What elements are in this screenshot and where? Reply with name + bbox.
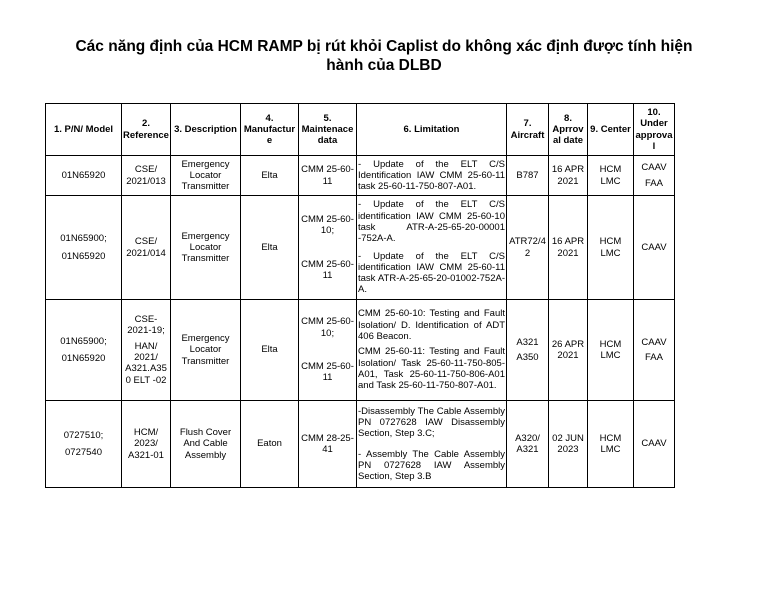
cell-aircraft bbox=[507, 156, 549, 196]
cell-reference bbox=[122, 156, 171, 196]
cell-aircraft bbox=[507, 196, 549, 300]
cell-reference bbox=[122, 300, 171, 401]
title-line-2: hành của DLBD bbox=[326, 57, 442, 74]
cell-center: HCM LMC bbox=[588, 401, 634, 488]
table-row bbox=[46, 156, 675, 196]
cell-reference bbox=[122, 401, 171, 488]
cell-maintenance bbox=[299, 401, 357, 488]
limitation-text: CMM 25-60-11: Testing and Fault Isolation/ Task 25-60-11-750-805-A01, Task 25-60-11-750-806-A01 and Task 25-60-11-750-807-A01. bbox=[358, 346, 505, 392]
pn-value: 01N65900; bbox=[60, 233, 107, 245]
cell-manufacture: Eaton bbox=[241, 401, 299, 488]
reference-value: CSE-2021-19; bbox=[127, 314, 165, 337]
limitation-text: - Update of the ELT C/S identification IAW CMM 25-60-11 task ATR-A-25-65-20-01002-752A-A. bbox=[358, 250, 505, 296]
cell-under-approval bbox=[634, 156, 675, 196]
cell-approval-date: 02 JUN 2023 bbox=[549, 401, 588, 488]
table-row bbox=[46, 196, 675, 300]
reference-value: CSE/ 2021/013 bbox=[126, 164, 166, 187]
header-limitation: 6. Limitation bbox=[357, 104, 507, 156]
approval-authority: CAAV bbox=[641, 241, 667, 253]
aircraft-value: A321 bbox=[516, 336, 539, 348]
table-row bbox=[46, 300, 675, 401]
header-row bbox=[46, 104, 675, 156]
cell-center: HCM LMC bbox=[588, 300, 634, 401]
maintenance-value: CMM 25-60-10; bbox=[301, 213, 354, 237]
header-approval-date: 8. Aprroval date bbox=[549, 104, 588, 156]
header-under-approval: 10. Under approval bbox=[634, 104, 675, 156]
cell-limitation bbox=[357, 300, 507, 401]
approval-authority: FAA bbox=[645, 177, 663, 189]
pn-value: 01N65900; bbox=[60, 335, 107, 347]
header-maintenance-data: 5. Maintenace data bbox=[299, 104, 357, 156]
cell-description: Flush Cover And Cable Assembly bbox=[171, 401, 241, 488]
cell-pn bbox=[46, 401, 122, 488]
cell-limitation bbox=[357, 156, 507, 196]
limitation-text: -Disassembly The Cable Assembly PN 0727628 IAW Disassembly Section, Step 3.C; bbox=[358, 405, 505, 440]
cell-under-approval bbox=[634, 300, 675, 401]
cell-center: HCM LMC bbox=[588, 196, 634, 300]
pn-value: 01N65920 bbox=[61, 353, 106, 364]
header-reference: 2. Reference bbox=[122, 104, 171, 156]
maintenance-value: CMM 25-60-11 bbox=[301, 258, 354, 281]
cell-limitation bbox=[357, 401, 507, 488]
header-description: 3. Description bbox=[171, 104, 241, 156]
cell-manufacture: Elta bbox=[241, 300, 299, 401]
maintenance-value: CMM 25-60-10; bbox=[301, 316, 354, 339]
maintenance-value: CMM 25-60-11 bbox=[301, 361, 354, 384]
limitation-text: - Update of the ELT C/S Identification IAW CMM 25-60-11 task 25-60-11-750-807-A01. bbox=[358, 158, 505, 193]
pn-value: 0727540 bbox=[65, 447, 102, 458]
aircraft-value: ATR72/42 bbox=[509, 236, 546, 259]
cell-aircraft bbox=[507, 300, 549, 401]
cell-maintenance bbox=[299, 300, 357, 401]
cell-pn bbox=[46, 300, 122, 401]
cell-maintenance bbox=[299, 196, 357, 300]
caplist-table bbox=[45, 103, 675, 488]
reference-value: HCM/ 2023/ A321-01 bbox=[128, 427, 164, 461]
cell-manufacture: Elta bbox=[241, 156, 299, 196]
aircraft-value: A320/ A321 bbox=[515, 432, 540, 455]
title-line-1: Các năng định của HCM RAMP bị rút khỏi Caplist do không xác định được tính hiện bbox=[75, 38, 693, 55]
approval-authority: CAAV bbox=[641, 336, 667, 348]
cell-approval-date: 26 APR 2021 bbox=[549, 300, 588, 401]
limitation-text: - Assembly The Cable Assembly PN 0727628 IAW Assembly Section, Step 3.B bbox=[358, 448, 505, 483]
cell-center: HCM LMC bbox=[588, 156, 634, 196]
aircraft-value: B787 bbox=[516, 169, 539, 181]
limitation-text: CMM 25-60-10: Testing and Fault Isolation/ D. Identification of ADT 406 Beacon. bbox=[358, 308, 505, 343]
cell-under-approval bbox=[634, 196, 675, 300]
cell-under-approval bbox=[634, 401, 675, 488]
cell-aircraft bbox=[507, 401, 549, 488]
cell-limitation bbox=[357, 196, 507, 300]
cell-approval-date: 16 APR 2021 bbox=[549, 156, 588, 196]
reference-value: CSE/ 2021/014 bbox=[126, 236, 166, 259]
header-center: 9. Center bbox=[588, 104, 634, 156]
table-row bbox=[46, 401, 675, 488]
limitation-text: - Update of the ELT C/S identification IAW CMM 25-60-10 task ATR-A-25-65-20-00001 -752A-A. bbox=[358, 199, 505, 245]
approval-authority: CAAV bbox=[641, 438, 667, 450]
cell-description: Emergency Locator Transmitter bbox=[171, 196, 241, 300]
approval-authority: FAA bbox=[645, 352, 663, 363]
header-pn-model: 1. P/N/ Model bbox=[46, 104, 122, 156]
maintenance-value: CMM 28-25-41 bbox=[301, 432, 354, 455]
approval-authority: CAAV bbox=[641, 162, 667, 174]
header-aircraft: 7. Aircraft bbox=[507, 104, 549, 156]
maintenance-value: CMM 25-60-11 bbox=[301, 164, 354, 187]
page-title bbox=[40, 37, 728, 75]
pn-value: 01N65920 bbox=[61, 169, 106, 181]
cell-manufacture: Elta bbox=[241, 196, 299, 300]
cell-reference bbox=[122, 196, 171, 300]
cell-approval-date: 16 APR 2021 bbox=[549, 196, 588, 300]
aircraft-value: A350 bbox=[516, 352, 539, 363]
header-manufacture: 4. Manufacture bbox=[241, 104, 299, 156]
pn-value: 0727510; bbox=[63, 429, 104, 441]
pn-value: 01N65920 bbox=[61, 250, 106, 262]
cell-description: Emergency Locator Transmitter bbox=[171, 156, 241, 196]
cell-maintenance bbox=[299, 156, 357, 196]
reference-value: HAN/ 2021/ A321.A350 ELT -02 bbox=[125, 340, 167, 386]
cell-pn bbox=[46, 156, 122, 196]
cell-pn bbox=[46, 196, 122, 300]
cell-description: Emergency Locator Transmitter bbox=[171, 300, 241, 401]
